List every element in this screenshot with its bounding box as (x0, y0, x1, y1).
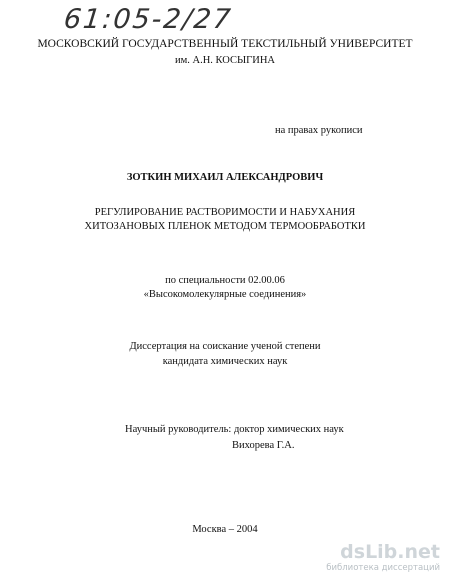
thesis-title-line-1: РЕГУЛИРОВАНИЕ РАСТВОРИМОСТИ И НАБУХАНИЯ (94, 207, 356, 218)
supervisor-line-1: Научный руководитель: доктор химических наук (125, 424, 344, 435)
author-name: ЗОТКИН МИХАИЛ АЛЕКСАНДРОВИЧ (126, 172, 324, 183)
watermark-logo (326, 541, 440, 575)
city-year: Москва – 2004 (192, 524, 258, 535)
specialty-line-2: «Высокомолекулярные соединения» (143, 289, 307, 300)
handwritten-registration-number: 61:05-2/27 (62, 4, 234, 35)
supervisor-line-2: Вихорева Г.А. (232, 440, 295, 451)
university-named-after: им. А.Н. КОСЫГИНА (175, 55, 275, 66)
dissertation-line-1: Диссертация на соискание ученой степени (129, 341, 321, 352)
manuscript-note: на правах рукописи (275, 125, 363, 136)
watermark-subtitle: библиотека диссертаций (326, 563, 440, 573)
dissertation-line-2: кандидата химических наук (162, 356, 288, 367)
thesis-title-line-2: ХИТОЗАНОВЫХ ПЛЕНОК МЕТОДОМ ТЕРМООБРАБОТКИ (84, 221, 366, 232)
watermark-brand: dsLib.net (340, 541, 440, 563)
university-name: МОСКОВСКИЙ ГОСУДАРСТВЕННЫЙ ТЕКСТИЛЬНЫЙ УНИВЕРСИТЕТ (37, 38, 413, 50)
specialty-line-1: по специальности 02.00.06 (165, 275, 285, 286)
